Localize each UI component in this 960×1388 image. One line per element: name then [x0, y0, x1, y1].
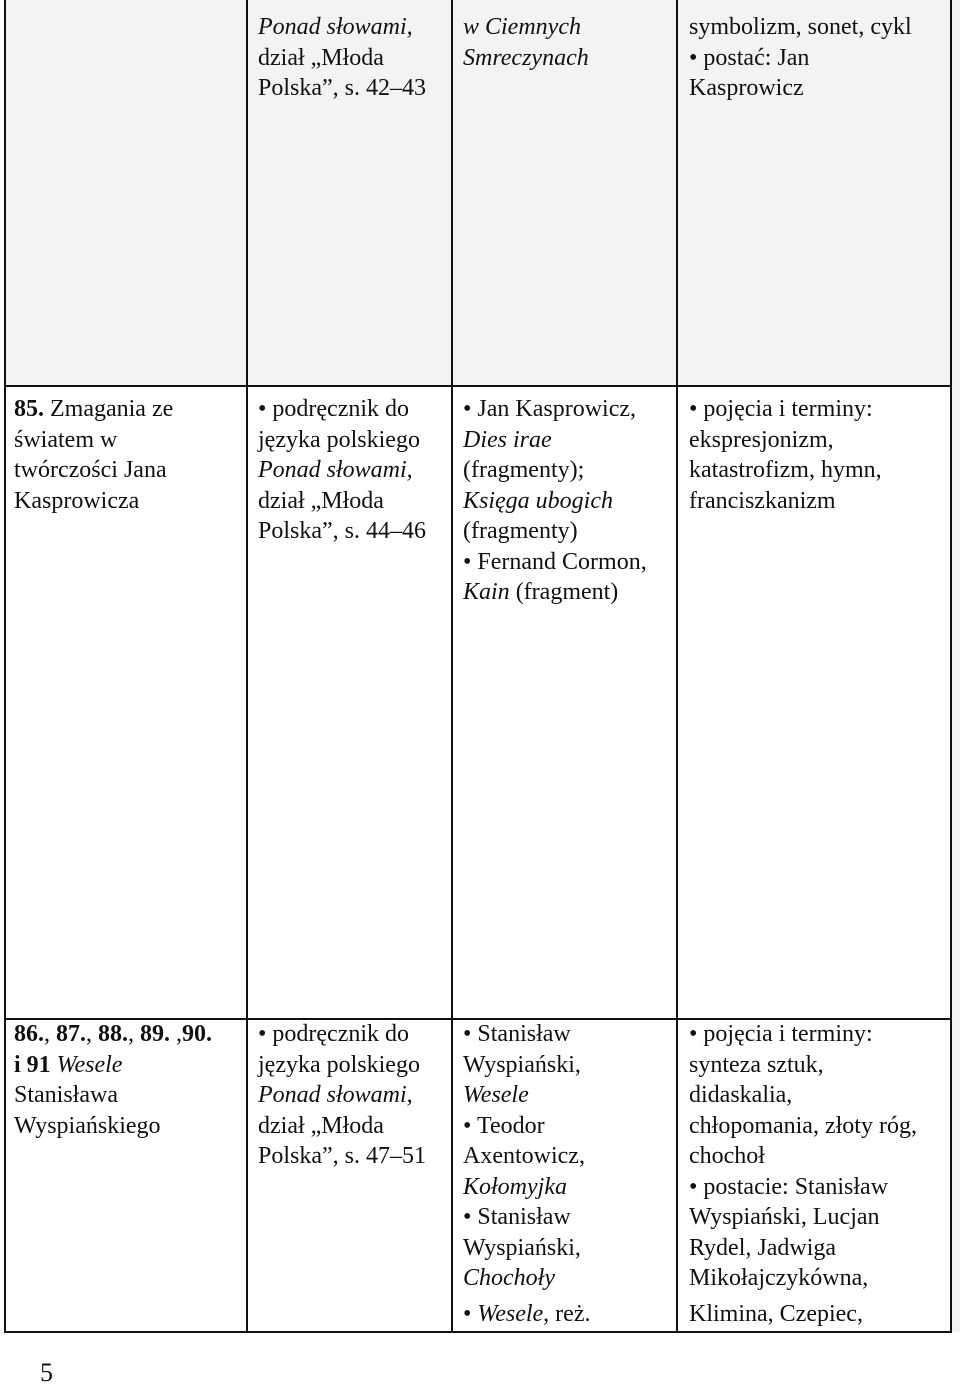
column-divider-2 [451, 0, 453, 1333]
cell-line [689, 455, 882, 486]
cell-line [258, 1080, 426, 1111]
text-run: ekspresjonizm, [689, 426, 834, 453]
cell-line [463, 1141, 590, 1172]
cell-line [258, 486, 426, 517]
cell-line [463, 1233, 590, 1264]
row-2-terms-cell [689, 394, 882, 516]
text-run: 87. [56, 1021, 86, 1047]
text-run: Rydel, Jadwiga [689, 1234, 837, 1261]
cell-line [463, 547, 647, 578]
text-run: Polska”, s. 42–43 [258, 75, 426, 101]
text-run: dział „Młoda [258, 487, 384, 514]
text-run: w Ciemnych [463, 14, 581, 40]
cell-line [463, 1263, 590, 1294]
cell-line [463, 1019, 590, 1050]
text-run: i 91 [14, 1051, 51, 1078]
cell-line [258, 394, 426, 425]
text-run: • podręcznik do [258, 1021, 410, 1047]
text-run: 90. [182, 1021, 212, 1047]
cell-line [463, 394, 647, 425]
text-run: didaskalia, [689, 1082, 793, 1108]
text-run: Wyspiańskiego [14, 1112, 161, 1139]
text-run: Ponad słowami, [258, 1082, 413, 1108]
text-run: synteza sztuk, [689, 1051, 824, 1078]
cell-line [14, 1111, 212, 1142]
text-run: Stanisława [14, 1082, 118, 1108]
table-left-border [4, 0, 6, 1333]
text-run: Dies irae [463, 426, 552, 453]
text-run: 88. [98, 1021, 128, 1047]
cell-line [14, 1080, 212, 1111]
cell-line [14, 425, 173, 456]
text-run: twórczości Jana [14, 457, 167, 483]
text-run: Axentowicz, [463, 1143, 585, 1169]
text-run: Kasprowicz [689, 75, 804, 101]
cell-line [689, 1019, 917, 1050]
cell-line [14, 394, 173, 425]
cell-line [689, 425, 882, 456]
text-run: Wyspiański, [463, 1051, 581, 1078]
text-run: Polska”, s. 44–46 [258, 518, 426, 544]
text-run: Księga ubogich [463, 487, 613, 514]
text-run: 89. [140, 1021, 170, 1047]
text-run: dział „Młoda [258, 1112, 384, 1139]
text-run: Ponad słowami, [258, 14, 413, 40]
text-run: • Stanisław [463, 1021, 571, 1047]
text-run: Zmagania ze [44, 396, 174, 422]
cell-line [463, 12, 589, 43]
text-run: Smreczynach [463, 44, 589, 71]
cell-line [463, 1299, 590, 1330]
cell-line [258, 12, 426, 43]
text-run: • Jan Kasprowicz, [463, 396, 637, 422]
cell-line [258, 1111, 426, 1142]
cell-line [689, 486, 882, 517]
text-run: , [170, 1021, 182, 1047]
text-run: • Teodor [463, 1112, 545, 1139]
cell-line [689, 1233, 917, 1264]
cell-line [463, 43, 589, 74]
text-run: • Stanisław [463, 1204, 571, 1230]
text-run: , [128, 1021, 140, 1047]
cell-line [463, 1202, 590, 1233]
text-run: • postać: Jan [689, 44, 810, 71]
cell-line [14, 1019, 212, 1050]
text-run: , [86, 1021, 98, 1047]
page-number: 5 [40, 1358, 53, 1387]
text-run: Kasprowicza [14, 487, 140, 514]
text-run: (fragmenty) [463, 518, 578, 544]
cell-line [689, 1202, 917, 1233]
text-run: 85. [14, 396, 44, 422]
text-run: , reż. [543, 1300, 591, 1327]
table-right-border [950, 0, 952, 1333]
text-run: • postacie: Stanisław [689, 1173, 889, 1200]
text-run: chłopomania, złoty róg, [689, 1112, 917, 1139]
text-run: Chochoły [463, 1265, 555, 1291]
row-2-lesson-cell [14, 394, 173, 516]
text-run: • pojęcia i terminy: [689, 396, 873, 422]
text-run: • pojęcia i terminy: [689, 1021, 873, 1047]
text-run: • Fernand Cormon, [463, 548, 647, 575]
cell-line [463, 1111, 590, 1142]
cell-line [258, 73, 426, 104]
cell-line [14, 455, 173, 486]
cell-line [689, 1111, 917, 1142]
cell-line [14, 1050, 212, 1081]
text-run: Wyspiański, [463, 1234, 581, 1261]
text-run: Klimina, Czepiec, [689, 1300, 863, 1327]
text-run: Kain [463, 579, 510, 605]
cell-line [689, 1141, 917, 1172]
text-run: Polska”, s. 47–51 [258, 1143, 426, 1169]
column-divider-3 [676, 0, 678, 1333]
cell-line [689, 1080, 917, 1111]
row-3-lesson-cell [14, 1019, 212, 1141]
text-run: franciszkanizm [689, 487, 836, 514]
text-run: Kołomyjka [463, 1173, 567, 1200]
text-run: katastrofizm, hymn, [689, 457, 882, 483]
cell-line [258, 455, 426, 486]
cell-line [689, 73, 912, 104]
text-run: 86. [14, 1021, 44, 1047]
cell-line [689, 12, 912, 43]
text-run: Wesele [463, 1082, 529, 1108]
cell-line [463, 577, 647, 608]
row-2-texts-cell [463, 394, 647, 608]
cell-line [463, 1050, 590, 1081]
cell-line [463, 1080, 590, 1111]
cell-line [463, 516, 647, 547]
text-run: Ponad słowami, [258, 457, 413, 483]
cell-line [258, 1141, 426, 1172]
cell-line [258, 425, 426, 456]
text-run: • podręcznik do [258, 396, 410, 422]
row-3-texts-cell [463, 1019, 590, 1329]
text-run: języka polskiego [258, 1051, 420, 1078]
text-run: światem w [14, 426, 118, 453]
row-1-texts-cell [463, 12, 589, 73]
cell-line [14, 486, 173, 517]
text-run: Wyspiański, Lucjan [689, 1204, 880, 1230]
column-divider-1 [246, 0, 248, 1333]
cell-line [689, 1050, 917, 1081]
text-run: chochoł [689, 1143, 765, 1169]
cell-line [689, 1263, 917, 1294]
cell-line [689, 43, 912, 74]
row-2-textbook-cell [258, 394, 426, 547]
cell-line [258, 1019, 426, 1050]
table-bottom-border [4, 1331, 952, 1333]
cell-line [463, 486, 647, 517]
text-run: Mikołajczykówna, [689, 1265, 869, 1291]
text-run: • [463, 1300, 478, 1327]
cell-line [463, 455, 647, 486]
cell-line [463, 1172, 590, 1203]
row-1-textbook-cell [258, 12, 426, 104]
cell-line [689, 1299, 917, 1330]
cell-line [463, 425, 647, 456]
text-run: dział „Młoda [258, 44, 384, 71]
row-3-terms-cell [689, 1019, 917, 1329]
text-run: (fragment) [509, 579, 619, 605]
row-divider-1 [4, 385, 952, 387]
cell-line [689, 394, 882, 425]
cell-line [689, 1172, 917, 1203]
row-3-textbook-cell [258, 1019, 426, 1172]
row-1-terms-cell [689, 12, 912, 104]
cell-line [258, 1050, 426, 1081]
cell-line [258, 43, 426, 74]
text-run: (fragmenty); [463, 457, 585, 483]
text-run: Wesele [477, 1300, 544, 1327]
text-run: języka polskiego [258, 426, 420, 453]
text-run: symbolizm, sonet, cykl [689, 14, 912, 40]
text-run: , [44, 1021, 56, 1047]
cell-line [258, 516, 426, 547]
text-run: Wesele [56, 1051, 123, 1078]
